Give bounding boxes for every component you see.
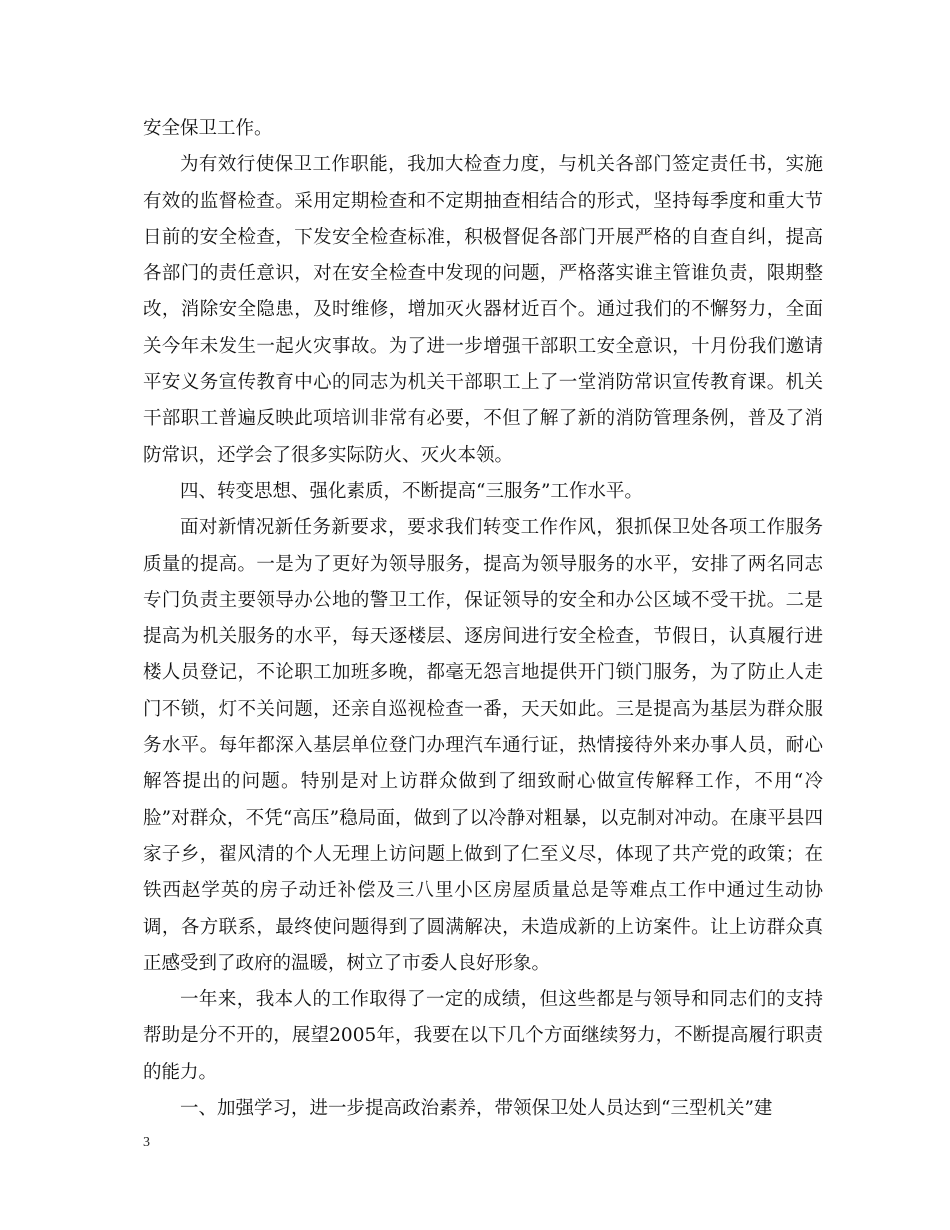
document-body: [143, 111, 823, 1127]
paragraph-1: 安全保卫工作。: [143, 118, 273, 139]
paragraph-5: 一、加强学习，进一步提高政治素养，带领保卫处人员达到“三型机关”建: [180, 1098, 773, 1120]
paragraph-2: 为有效行使保卫工作职能，我加大检查力度，与机关各部门签定责任书，实施有效的监督检查。采用定期检查和不定期抽查相结合的形式，坚持每季度和重大节日前的安全检查，下发安全检查标准，积极督促各部门开展严格的自查自纠，提高各部门的责任意识，对在安全检查中发现的问题，严格落实谁主管谁负责，限期整改，消除安全隐患，及时维修，增加灭火器材近百个。通过我们的不懈努力，全面关今年未发生一起火灾事故。为了进一步增强干部职工安全意识，十月份我们邀请平安义务宣传教育中心的同志为机关干部职工上了一堂消防常识宣传教育课。机关干部职工普遍反映此项培训非常有必要，不但了解了新的消防管理条例，普及了消防常识，还学会了很多实际防火、灭火本领。: [143, 154, 823, 466]
section-heading-4: 四、转变思想、强化素质，不断提高“三服务”工作水平。: [180, 480, 643, 502]
paragraph-3: 面对新情况新任务新要求，要求我们转变工作作风，狠抓保卫处各项工作服务质量的提高。一是为了更好为领导服务，提高为领导服务的水平，安排了两名同志专门负责主要领导办公地的警卫工作，保证领导的安全和办公区域不受干扰。二是提高为机关服务的水平，每天逐楼层、逐房间进行安全检查，节假日，认真履行进楼人员登记，不论职工加班多晚，都毫无怨言地提供开门锁门服务，为了防止人走门不锁，灯不关问题，还亲自巡视检查一番，天天如此。三是提高为基层为群众服务水平。每年都深入基层单位登门办理汽车通行证，热情接待外来办事人员，耐心解答提出的问题。特别是对上访群众做到了细致耐心做宣传解释工作，不用“冷脸”对群众，不凭“高压”稳局面，做到了以冷静对粗暴，以克制对冲动。在康平县四家子乡，翟风清的个人无理上访问题上做到了仁至义尽，体现了共产党的政策；在铁西赵学英的房子动迁补偿及三八里小区房屋质量总是等难点工作中通过生动协调，各方联系，最终使问题得到了圆满解决，未造成新的上访案件。让上访群众真正感受到了政府的温暖，树立了市委人良好形象。: [143, 517, 823, 974]
page-number: 3: [143, 1135, 150, 1150]
paragraph-4: 一年来，我本人的工作取得了一定的成绩，但这些都是与领导和同志们的支持帮助是分不开的，展望2005年，我要在以下几个方面继续努力，不断提高履行职责的能力。: [143, 989, 823, 1083]
